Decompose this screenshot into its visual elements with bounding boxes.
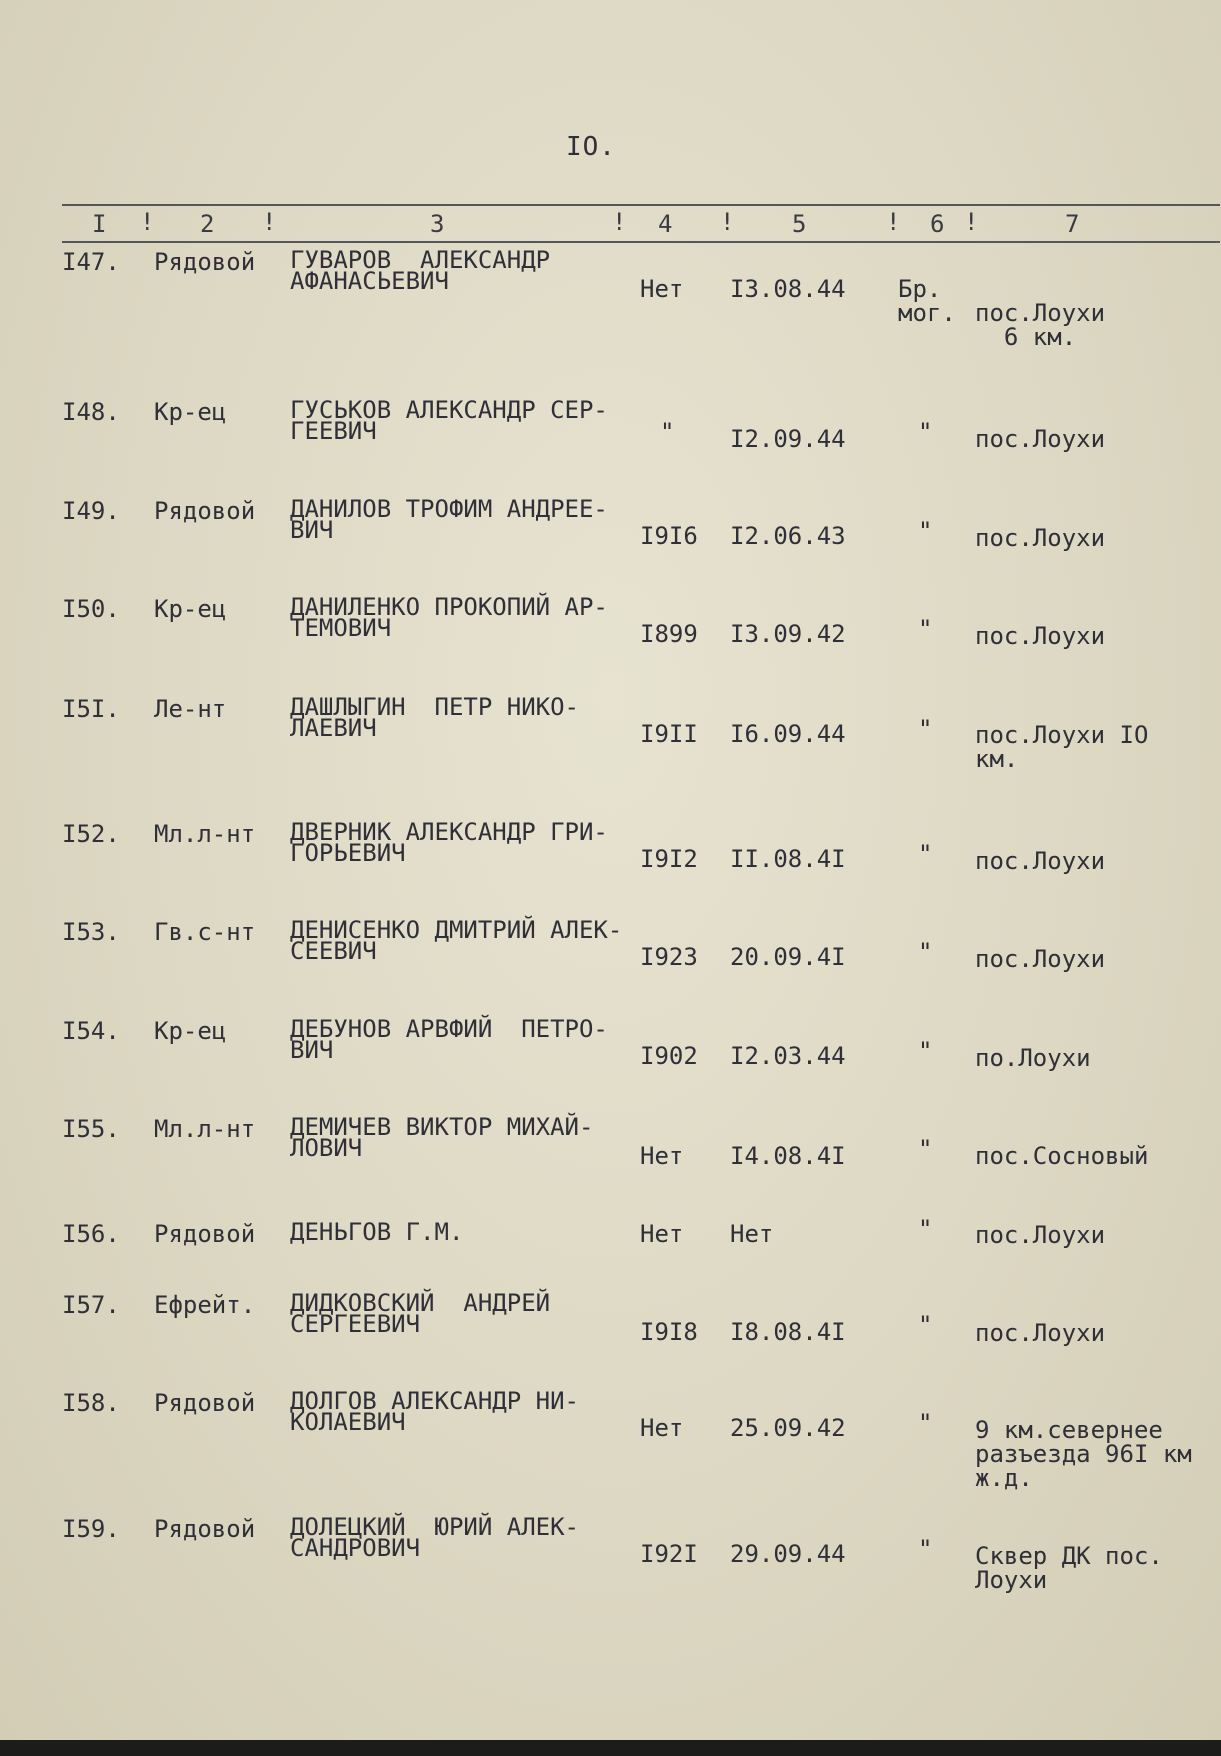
row-number: I55.	[62, 1115, 120, 1143]
row-burial-place: пос.Лоухи 6 км.	[975, 299, 1106, 351]
column-header-4: 4	[658, 210, 673, 238]
row-burial-place: 9 км.севернее разъезда 96I км ж.д.	[975, 1416, 1192, 1492]
row-name: ДЕБУНОВ АРВФИЙ ПЕТРО- ВИЧ	[290, 1015, 608, 1064]
row-rank: Рядовой	[154, 497, 256, 525]
row-grave-type: "	[918, 1535, 933, 1563]
column-header-7: 7	[1065, 210, 1080, 238]
row-death-date: 20.09.4I	[730, 943, 846, 971]
row-rank: Рядовой	[154, 1220, 256, 1248]
row-rank: Мл.л-нт	[154, 820, 256, 848]
row-death-date: II.08.4I	[730, 845, 846, 873]
row-number: I47.	[62, 248, 120, 276]
column-separator: !	[886, 208, 901, 236]
row-rank: Мл.л-нт	[154, 1115, 256, 1143]
row-name: ДАНИЛЕНКО ПРОКОПИЙ АР- ТЕМОВИЧ	[290, 593, 608, 642]
row-death-date: I2.06.43	[730, 522, 846, 550]
row-death-date: I8.08.4I	[730, 1318, 846, 1346]
row-name: ДЕМИЧЕВ ВИКТОР МИХАЙ- ЛОВИЧ	[290, 1113, 594, 1162]
column-separator: !	[140, 208, 155, 236]
row-rank: Гв.с-нт	[154, 918, 256, 946]
row-birth-year: I92I	[640, 1540, 698, 1568]
row-name: ДОЛГОВ АЛЕКСАНДР НИ- КОЛАЕВИЧ	[290, 1387, 579, 1436]
row-name: ДОЛЕЦКИЙ ЮРИЙ АЛЕК- САНДРОВИЧ	[290, 1513, 579, 1562]
row-name: ДЕНИСЕНКО ДМИТРИЙ АЛЕК- СЕЕВИЧ	[290, 916, 623, 965]
row-grave-type: "	[918, 615, 933, 643]
row-death-date: I2.03.44	[730, 1042, 846, 1070]
row-number: I56.	[62, 1220, 120, 1248]
row-birth-year: I9I8	[640, 1318, 698, 1346]
column-separator: !	[612, 208, 627, 236]
row-birth-year: Нет	[640, 275, 684, 303]
row-birth-year: I923	[640, 943, 698, 971]
row-grave-type: "	[918, 1135, 933, 1163]
row-grave-type: "	[918, 1037, 933, 1065]
row-number: I53.	[62, 918, 120, 946]
row-death-date: I4.08.4I	[730, 1142, 846, 1170]
column-header-1: I	[92, 210, 107, 238]
row-birth-year: I902	[640, 1042, 698, 1070]
row-grave-type: Бр. мог.	[898, 275, 956, 327]
row-number: I59.	[62, 1515, 120, 1543]
row-burial-place: пос.Лоухи	[975, 425, 1106, 453]
row-grave-type: "	[918, 517, 933, 545]
row-burial-place: пос.Лоухи	[975, 945, 1106, 973]
row-name: ГУВАРОВ АЛЕКСАНДР АФАНАСЬЕВИЧ	[290, 246, 551, 295]
row-number: I49.	[62, 497, 120, 525]
row-birth-year: I9I6	[640, 522, 698, 550]
row-number: I54.	[62, 1017, 120, 1045]
row-name: ДЕНЬГОВ Г.М.	[290, 1218, 464, 1246]
row-rank: Рядовой	[154, 248, 256, 276]
row-death-date: I2.09.44	[730, 425, 846, 453]
row-burial-place: пос.Лоухи	[975, 847, 1106, 875]
row-rank: Кр-ец	[154, 398, 227, 426]
row-name: ДВЕРНИК АЛЕКСАНДР ГРИ- ГОРЬЕВИЧ	[290, 818, 608, 867]
column-separator: !	[262, 208, 277, 236]
row-death-date: I3.09.42	[730, 620, 846, 648]
row-rank: Ефрейт.	[154, 1291, 256, 1319]
column-header-2: 2	[200, 210, 215, 238]
column-separator: !	[720, 208, 735, 236]
row-number: I48.	[62, 398, 120, 426]
row-death-date: 25.09.42	[730, 1414, 846, 1442]
row-birth-year: "	[660, 418, 675, 446]
row-grave-type: "	[918, 840, 933, 868]
row-birth-year: Нет	[640, 1142, 684, 1170]
row-death-date: I6.09.44	[730, 720, 846, 748]
row-grave-type: "	[918, 938, 933, 966]
row-number: I5I.	[62, 695, 120, 723]
row-number: I50.	[62, 595, 120, 623]
column-separator: !	[964, 208, 979, 236]
row-rank: Ле-нт	[154, 695, 227, 723]
row-birth-year: I899	[640, 620, 698, 648]
row-burial-place: Сквер ДК пос. Лоухи	[975, 1542, 1163, 1594]
row-number: I52.	[62, 820, 120, 848]
row-rank: Кр-ец	[154, 1017, 227, 1045]
page-number: IO.	[566, 132, 616, 162]
row-grave-type: "	[918, 1311, 933, 1339]
row-grave-type: "	[918, 1215, 933, 1243]
row-death-date: I3.08.44	[730, 275, 846, 303]
row-name: ДАШЛЫГИН ПЕТР НИКО- ЛАЕВИЧ	[290, 693, 579, 742]
row-birth-year: I9II	[640, 720, 698, 748]
row-death-date: Нет	[730, 1220, 774, 1248]
row-burial-place: пос.Сосновый	[975, 1142, 1149, 1170]
row-name: ДАНИЛОВ ТРОФИМ АНДРЕЕ- ВИЧ	[290, 495, 608, 544]
row-rank: Рядовой	[154, 1515, 256, 1543]
row-grave-type: "	[918, 418, 933, 446]
row-burial-place: пос.Лоухи	[975, 1221, 1106, 1249]
column-header-3: 3	[430, 210, 445, 238]
row-birth-year: I9I2	[640, 845, 698, 873]
column-header-5: 5	[792, 210, 807, 238]
row-grave-type: "	[918, 715, 933, 743]
row-birth-year: Нет	[640, 1220, 684, 1248]
column-header-6: 6	[930, 210, 945, 238]
row-name: ДИДКОВСКИЙ АНДРЕЙ СЕРГЕЕВИЧ	[290, 1289, 551, 1338]
row-burial-place: пос.Лоухи	[975, 524, 1106, 552]
header-rule-top	[62, 204, 1220, 206]
row-death-date: 29.09.44	[730, 1540, 846, 1568]
row-burial-place: по.Лоухи	[975, 1044, 1091, 1072]
row-burial-place: пос.Лоухи	[975, 622, 1106, 650]
row-burial-place: пос.Лоухи IO км.	[975, 721, 1149, 773]
row-number: I57.	[62, 1291, 120, 1319]
header-rule-bottom	[62, 241, 1220, 243]
row-grave-type: "	[918, 1409, 933, 1437]
row-rank: Кр-ец	[154, 595, 227, 623]
row-name: ГУСЬКОВ АЛЕКСАНДР СЕР- ГЕЕВИЧ	[290, 396, 608, 445]
row-burial-place: пос.Лоухи	[975, 1319, 1106, 1347]
row-rank: Рядовой	[154, 1389, 256, 1417]
row-birth-year: Нет	[640, 1414, 684, 1442]
row-number: I58.	[62, 1389, 120, 1417]
